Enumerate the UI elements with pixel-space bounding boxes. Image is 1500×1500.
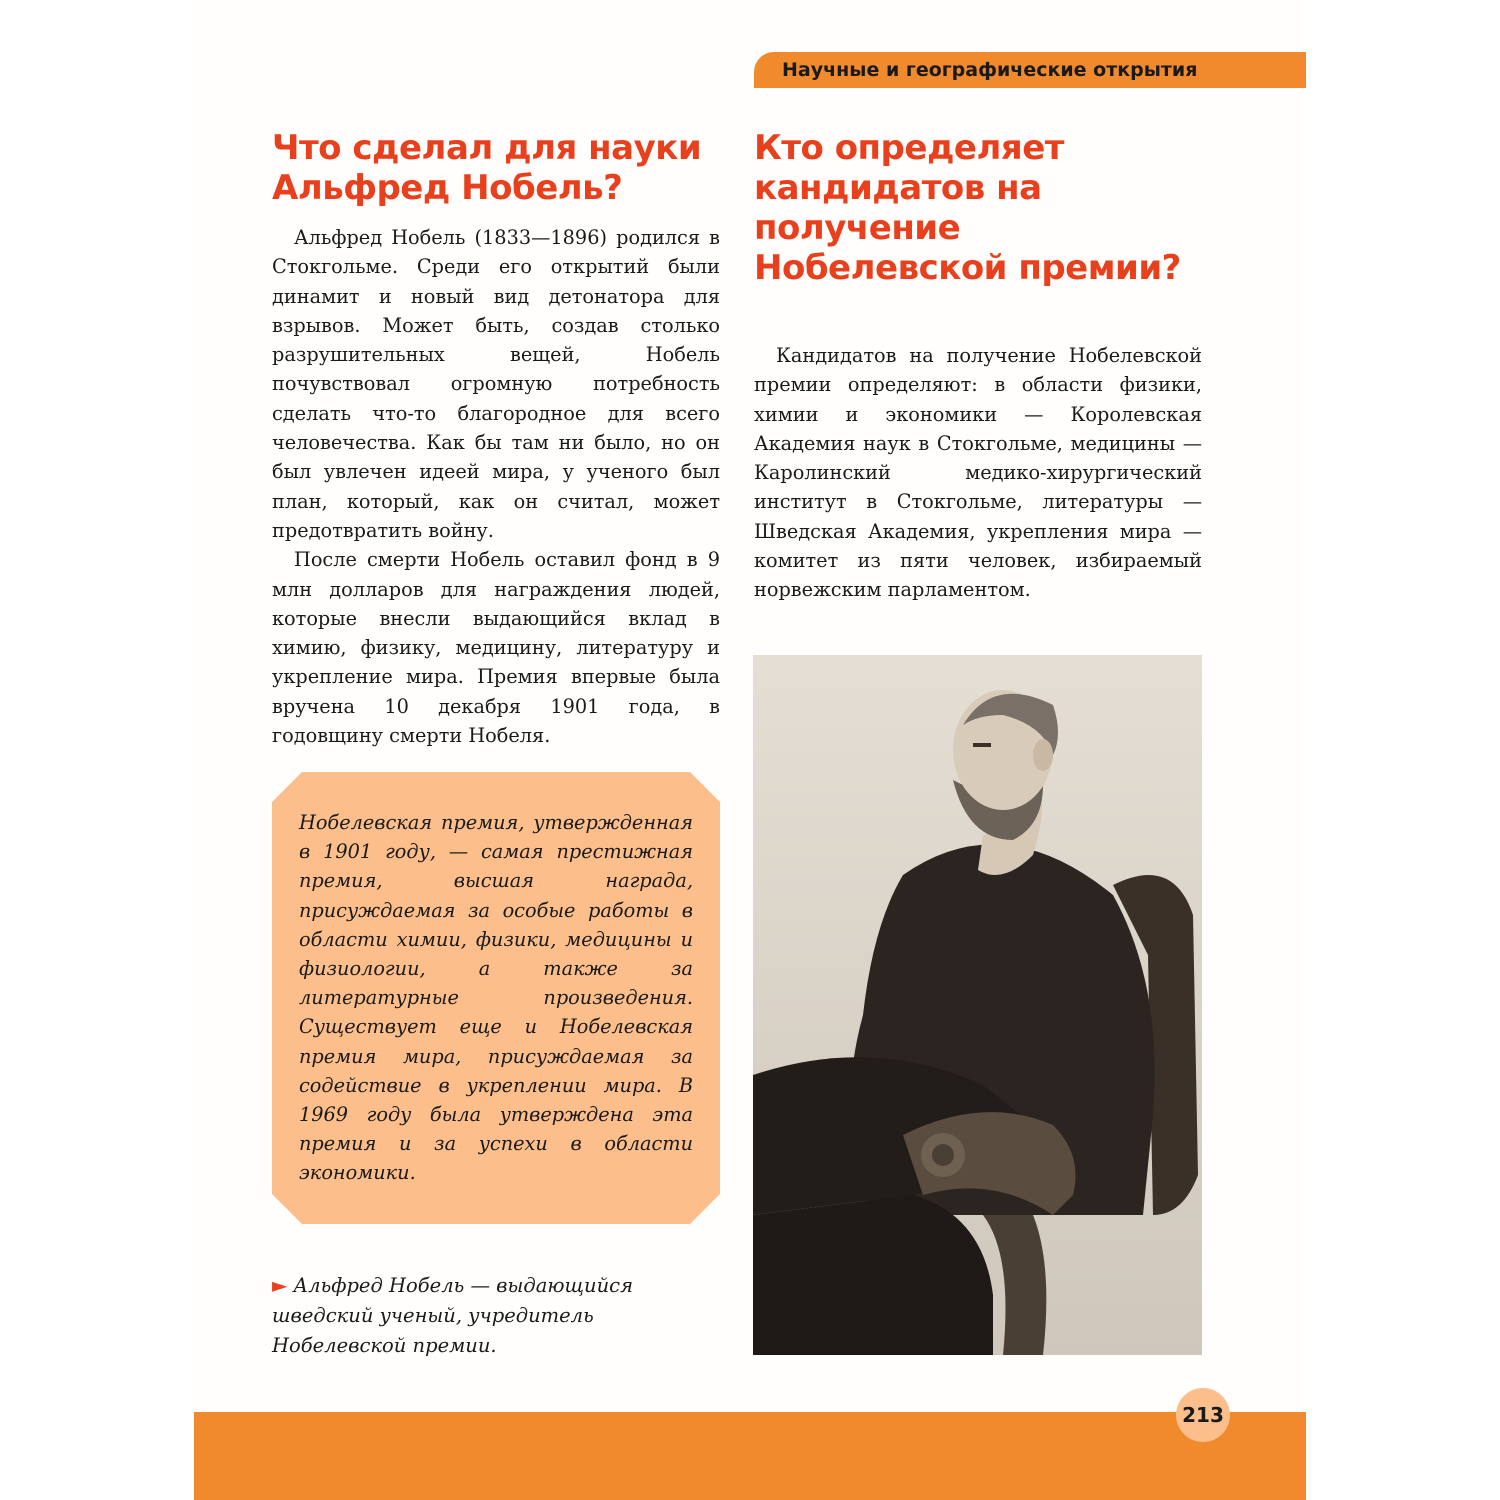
portrait-illustration bbox=[753, 655, 1202, 1355]
right-paragraph: Кандидатов на получение Нобелевской премии определяют: в области физики, химии и экономики — Королевская Академия наук в Стокгольме, медицины — Каролинский медико-хирургический институт в Стокгольме, литературы — Шведская Академия, укрепления мира — комитет из пяти человек, избираемый норвежским парламентом. bbox=[754, 344, 1202, 602]
left-article bbox=[272, 223, 720, 750]
footer-bar bbox=[194, 1412, 1306, 1500]
nobel-portrait-photo bbox=[753, 655, 1202, 1355]
photo-caption bbox=[272, 1270, 712, 1361]
section-header-bar bbox=[754, 52, 1306, 88]
right-article bbox=[754, 341, 1202, 605]
caption-text: Альфред Нобель — выдающийся шведский ученый, учредитель Нобелевской премии. bbox=[272, 1274, 634, 1357]
caption-arrow-icon: ► bbox=[272, 1273, 288, 1297]
section-title: Научные и географические открытия bbox=[782, 59, 1198, 81]
right-heading: Кто определяет кандидатов на получение Нобелевской премии? bbox=[754, 128, 1181, 288]
left-paragraph-1: Альфред Нобель (1833—1896) родился в Стокгольме. Среди его открытий были динамит и новый вид детонатора для взрывов. Может быть, создав столько разрушительных вещей, Нобель почувствовал огромную потребность сделать что-то благородное для всего человечества. Как бы там ни было, но он был увлечен идеей мира, у ученого был план, который, как он считал, может предотвратить войну. bbox=[272, 226, 720, 542]
note-text: Нобелевская премия, утвержденная в 1901 году, — самая престижная премия, высшая награда, присуждаемая за особые работы в области химии, физики, медицины и физиологии, а также за литературные произведения. Существует еще и Нобелевская премия мира, присуждаемая за содействие в укреплении мира. В 1969 году была утверждена эта премия и за успехи в области экономики. bbox=[299, 811, 693, 1185]
left-heading: Что сделал для науки Альфред Нобель? bbox=[272, 128, 702, 208]
left-paragraph-2: После смерти Нобель оставил фонд в 9 млн долларов для награждения людей, которые внесли выдающийся вклад в химию, физику, медицину, литературу и укрепление мира. Премия впервые была вручена 10 декабря 1901 года, в годовщину смерти Нобеля. bbox=[272, 548, 720, 748]
page-number: 213 bbox=[1176, 1388, 1230, 1442]
